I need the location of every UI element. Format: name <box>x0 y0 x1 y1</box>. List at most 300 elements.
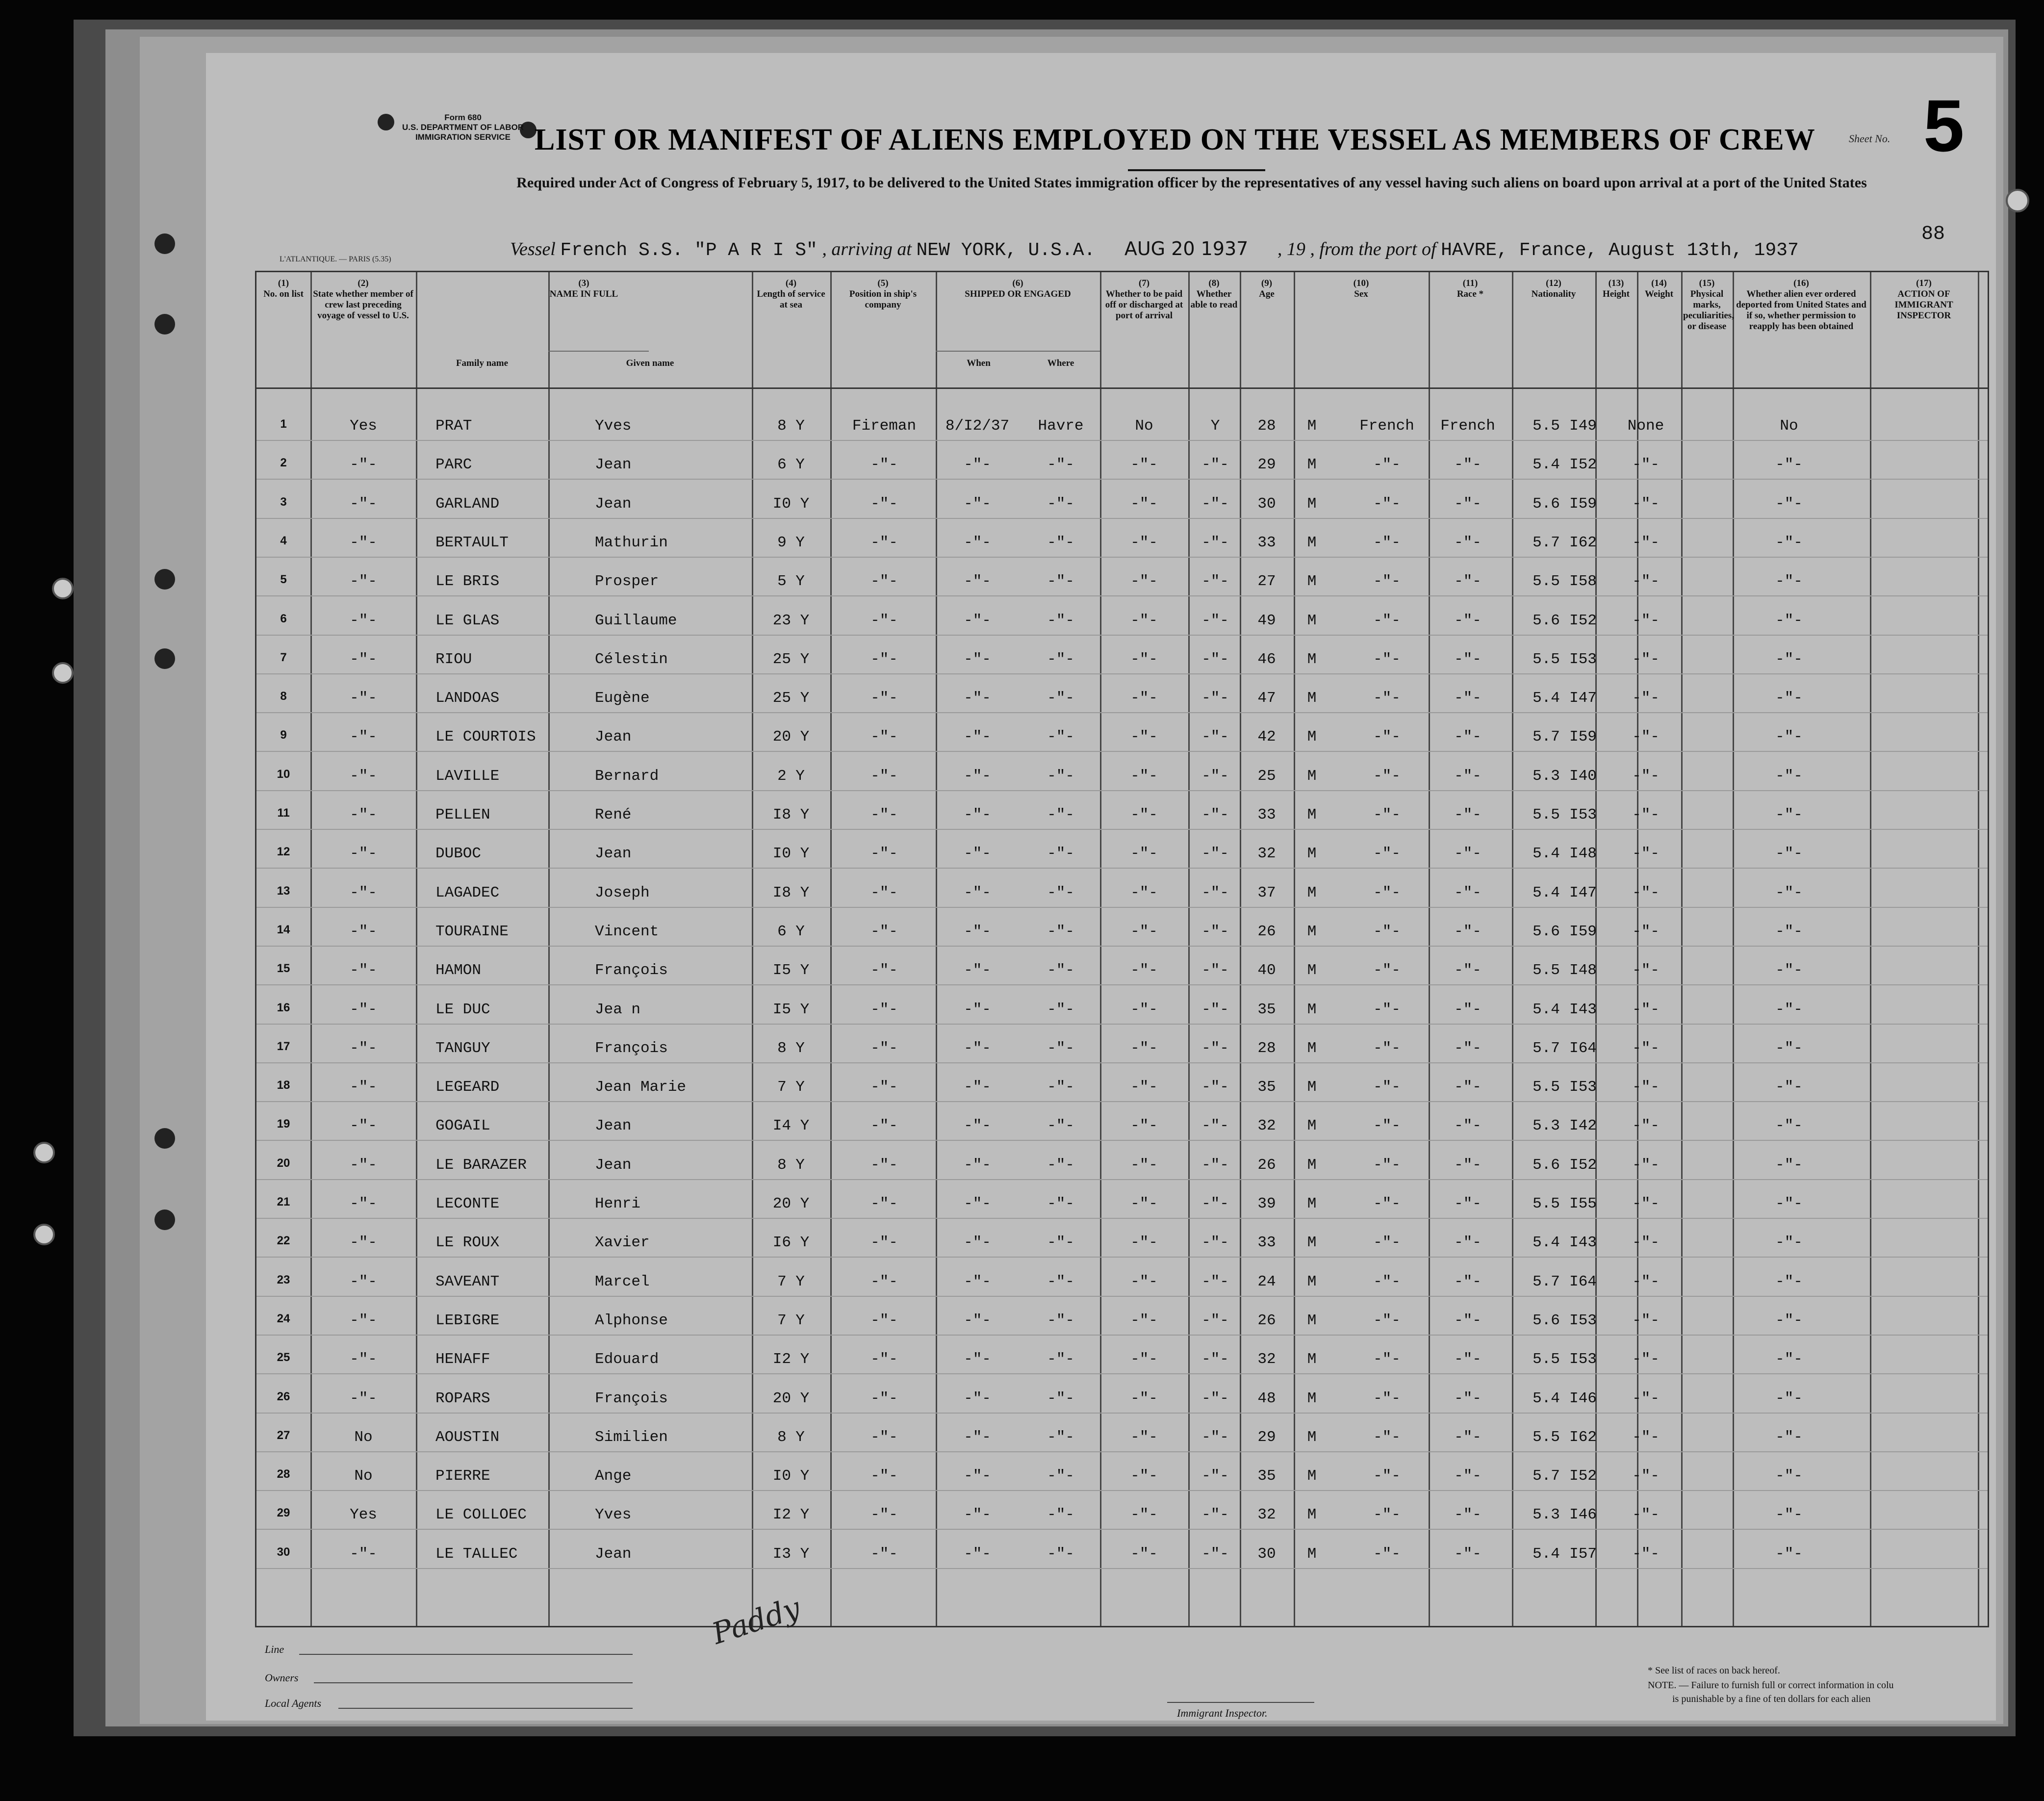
row-cell: -"- <box>870 573 898 591</box>
row-cell: -"- <box>964 573 991 591</box>
row-cell: -"- <box>870 1389 898 1407</box>
row-cell: -"- <box>1130 690 1158 707</box>
row-cell: 35 <box>1257 1001 1276 1018</box>
row-cell: -"- <box>350 534 377 551</box>
arrival-port: NEW YORK, U.S.A. <box>916 240 1096 261</box>
row-cell: -"- <box>1130 1234 1158 1252</box>
row-cell: -"- <box>1047 845 1074 863</box>
row-cell: -"- <box>1201 923 1229 940</box>
column-header <box>754 278 828 310</box>
column-header <box>938 278 1098 300</box>
row-cell: 18 <box>277 1079 290 1092</box>
row-cell: -"- <box>1047 1351 1074 1368</box>
row-cell: M <box>1307 417 1317 435</box>
column-header <box>1190 278 1238 310</box>
punch-hole <box>52 662 74 684</box>
row-cell: -"- <box>350 1117 377 1135</box>
row-cell: GOGAIL <box>435 1117 490 1135</box>
column-rule <box>548 272 550 1626</box>
row-cell: -"- <box>1130 1273 1158 1290</box>
row-cell: 40 <box>1257 962 1276 979</box>
row-cell: -"- <box>1632 1428 1660 1446</box>
row-cell: -"- <box>350 1079 377 1096</box>
row-cell: -"- <box>870 1079 898 1096</box>
row-cell: 6 <box>280 612 287 625</box>
row-cell: Bernard <box>595 767 659 785</box>
row-cell: -"- <box>1047 923 1074 940</box>
row-cell: -"- <box>1047 806 1074 823</box>
row-cell: -"- <box>1130 923 1158 940</box>
row-cell: -"- <box>1775 1351 1803 1368</box>
row-cell: 5.4 <box>1533 1389 1560 1407</box>
row-cell: -"- <box>1454 884 1482 901</box>
row-rule <box>256 479 1988 480</box>
row-cell: -"- <box>1454 1079 1482 1096</box>
row-cell: 5.5 <box>1533 1428 1560 1446</box>
row-cell: -"- <box>964 845 991 863</box>
row-cell: -"- <box>1775 495 1803 513</box>
row-cell: I52 <box>1569 612 1597 629</box>
row-cell: -"- <box>1454 1273 1482 1290</box>
inspector-label: Immigrant Inspector. <box>1177 1707 1268 1719</box>
row-cell: -"- <box>1130 962 1158 979</box>
row-cell: 5.4 <box>1533 1545 1560 1563</box>
row-cell: -"- <box>964 495 991 513</box>
row-cell: -"- <box>350 884 377 901</box>
row-cell: 11 <box>277 806 290 820</box>
row-cell: M <box>1307 650 1317 668</box>
row-cell: -"- <box>1454 612 1482 629</box>
row-cell: -"- <box>1632 534 1660 551</box>
row-cell: -"- <box>1373 1001 1401 1018</box>
row-cell: 30 <box>1257 495 1276 513</box>
row-cell: -"- <box>870 1195 898 1212</box>
row-cell: Xavier <box>595 1234 650 1252</box>
row-cell: -"- <box>1632 962 1660 979</box>
row-cell: SAVEANT <box>435 1273 500 1290</box>
row-cell: LE COURTOIS <box>435 728 536 746</box>
row-cell: -"- <box>1047 650 1074 668</box>
row-cell: 22 <box>277 1234 290 1248</box>
row-rule <box>256 1062 1988 1063</box>
row-cell: -"- <box>1454 534 1482 551</box>
row-cell: 29 <box>277 1506 290 1520</box>
column-label: Physical marks, peculiarities, or disease <box>1683 289 1734 332</box>
row-cell: LE TALLEC <box>435 1545 518 1563</box>
row-cell: -"- <box>870 1234 898 1252</box>
row-cell: I62 <box>1569 1428 1597 1446</box>
row-cell: -"- <box>1047 1156 1074 1174</box>
row-cell: 26 <box>277 1389 290 1403</box>
row-cell: -"- <box>964 962 991 979</box>
row-rule <box>256 1296 1988 1297</box>
row-cell: -"- <box>350 1312 377 1329</box>
row-cell: -"- <box>1047 1389 1074 1407</box>
row-cell: 5.3 <box>1533 1506 1560 1524</box>
row-cell: -"- <box>870 1001 898 1018</box>
row-cell: -"- <box>1632 456 1660 474</box>
row-cell: M <box>1307 495 1317 513</box>
row-rule <box>256 946 1988 947</box>
row-cell: 13 <box>277 884 290 898</box>
column-number: (5) <box>877 278 889 288</box>
row-cell: 5.5 <box>1533 806 1560 823</box>
column-rule <box>1681 272 1683 1626</box>
row-cell: -"- <box>1130 1351 1158 1368</box>
column-header <box>832 278 934 310</box>
inspector-signature-line <box>1167 1702 1314 1703</box>
row-cell: 24 <box>277 1312 290 1325</box>
row-cell: -"- <box>964 1001 991 1018</box>
row-cell: -"- <box>870 495 898 513</box>
row-cell: M <box>1307 845 1317 863</box>
column-number: (3) <box>578 278 589 288</box>
row-cell: -"- <box>1047 690 1074 707</box>
row-cell: -"- <box>1047 1312 1074 1329</box>
row-cell: 30 <box>277 1545 290 1559</box>
row-cell: 33 <box>1257 1234 1276 1252</box>
name-subrule <box>548 351 649 352</box>
row-cell: 1 <box>280 417 287 431</box>
column-header <box>1597 278 1635 300</box>
row-cell: -"- <box>1632 1506 1660 1524</box>
row-cell: -"- <box>350 1273 377 1290</box>
row-cell: Jean Marie <box>595 1079 687 1096</box>
row-cell: -"- <box>870 534 898 551</box>
row-cell: -"- <box>1775 456 1803 474</box>
row-cell: -"- <box>870 1156 898 1174</box>
column-number: (7) <box>1138 278 1150 288</box>
row-cell: 12 <box>277 845 290 859</box>
row-cell: -"- <box>1201 1312 1229 1329</box>
column-header <box>1242 278 1292 300</box>
row-cell: 25 <box>1257 767 1276 785</box>
row-cell: -"- <box>1775 923 1803 940</box>
row-cell: Similien <box>595 1428 668 1446</box>
row-cell: -"- <box>350 1545 377 1563</box>
row-cell: -"- <box>1775 1273 1803 1290</box>
row-rule <box>256 907 1988 908</box>
row-cell: M <box>1307 456 1317 474</box>
row-cell: 28 <box>1257 1039 1276 1057</box>
row-cell: -"- <box>350 728 377 746</box>
row-cell: -"- <box>1130 884 1158 901</box>
row-cell: -"- <box>1775 845 1803 863</box>
row-cell: 5.3 <box>1533 767 1560 785</box>
column-rule <box>752 272 753 1626</box>
row-cell: 26 <box>1257 923 1276 940</box>
row-cell: AOUSTIN <box>435 1428 500 1446</box>
row-cell: -"- <box>1130 456 1158 474</box>
row-cell: -"- <box>1130 573 1158 591</box>
row-cell: -"- <box>1201 1001 1229 1018</box>
row-cell: François <box>595 962 668 979</box>
row-cell: -"- <box>1373 806 1401 823</box>
row-cell: -"- <box>1454 1117 1482 1135</box>
row-cell: -"- <box>870 1467 898 1485</box>
row-cell: M <box>1307 806 1317 823</box>
row-cell: BERTAULT <box>435 534 509 551</box>
row-cell: -"- <box>1201 456 1229 474</box>
row-rule <box>256 1568 1988 1569</box>
column-header <box>1296 278 1427 300</box>
row-cell: -"- <box>1201 1467 1229 1485</box>
row-cell: LE DUC <box>435 1001 490 1018</box>
column-rule <box>1188 272 1190 1626</box>
row-cell: -"- <box>350 1351 377 1368</box>
row-cell: HENAFF <box>435 1351 490 1368</box>
row-cell: 5.4 <box>1533 884 1560 901</box>
row-cell: 5.6 <box>1533 612 1560 629</box>
row-cell: I8 Y <box>772 884 810 901</box>
row-cell: I52 <box>1569 1467 1597 1485</box>
row-cell: -"- <box>1130 1079 1158 1096</box>
column-header <box>418 278 750 300</box>
row-cell: French <box>1440 417 1495 435</box>
row-rule <box>256 1101 1988 1102</box>
row-cell: M <box>1307 1312 1317 1329</box>
column-label: Age <box>1259 289 1275 299</box>
shipped-subrule <box>936 351 1100 352</box>
row-cell: I58 <box>1569 573 1597 591</box>
row-cell: -"- <box>964 1039 991 1057</box>
row-cell: -"- <box>964 923 991 940</box>
page-number: 88 <box>1921 223 1945 245</box>
row-cell: -"- <box>1632 1079 1660 1096</box>
row-cell: TANGUY <box>435 1039 490 1057</box>
row-cell: -"- <box>1373 495 1401 513</box>
row-cell: -"- <box>1775 1428 1803 1446</box>
row-rule <box>256 1218 1988 1219</box>
row-cell: -"- <box>1454 1312 1482 1329</box>
row-cell: 25 <box>277 1351 290 1364</box>
row-cell: 32 <box>1257 1351 1276 1368</box>
row-cell: -"- <box>1130 1001 1158 1018</box>
row-cell: 47 <box>1257 690 1276 707</box>
row-cell: -"- <box>1454 650 1482 668</box>
row-cell: 5.5 <box>1533 1079 1560 1096</box>
column-number: (15) <box>1699 278 1715 288</box>
row-cell: -"- <box>1047 884 1074 901</box>
column-header <box>312 278 414 321</box>
row-cell: -"- <box>1201 767 1229 785</box>
row-rule <box>256 518 1988 519</box>
row-rule <box>256 1140 1988 1141</box>
row-cell: -"- <box>1454 923 1482 940</box>
row-cell: -"- <box>870 845 898 863</box>
column-rule <box>310 272 312 1626</box>
agents-label: Local Agents <box>265 1697 322 1709</box>
row-cell: 5.6 <box>1533 1312 1560 1329</box>
row-cell: -"- <box>350 495 377 513</box>
row-cell: -"- <box>1201 884 1229 901</box>
row-cell: -"- <box>1632 1545 1660 1563</box>
row-cell: 5.5 <box>1533 962 1560 979</box>
row-cell: LE BARAZER <box>435 1156 527 1174</box>
column-number: (13) <box>1608 278 1624 288</box>
row-cell: 5.5 <box>1533 417 1560 435</box>
row-cell: -"- <box>1047 1273 1074 1290</box>
punch-hole <box>154 233 175 254</box>
row-cell: René <box>595 806 632 823</box>
row-cell: -"- <box>1775 962 1803 979</box>
row-cell: -"- <box>870 767 898 785</box>
row-cell: 5.7 <box>1533 1273 1560 1290</box>
column-label: Weight <box>1644 289 1674 299</box>
punch-hole <box>154 1128 175 1149</box>
row-cell: Jean <box>595 1156 632 1174</box>
row-cell: -"- <box>1201 534 1229 551</box>
row-rule <box>256 1490 1988 1491</box>
row-cell: -"- <box>1373 1351 1401 1368</box>
row-cell: I46 <box>1569 1506 1597 1524</box>
row-cell: 35 <box>1257 1467 1276 1485</box>
row-cell: 28 <box>1257 417 1276 435</box>
row-cell: 9 Y <box>777 534 805 551</box>
row-cell: M <box>1307 1545 1317 1563</box>
row-cell: -"- <box>1201 728 1229 746</box>
row-cell: 35 <box>1257 1079 1276 1096</box>
row-cell: M <box>1307 1117 1317 1135</box>
row-cell: -"- <box>1201 806 1229 823</box>
fine-note-cont: is punishable by a fine of ten dollars for each alien <box>1672 1694 1871 1704</box>
row-cell: -"- <box>964 728 991 746</box>
row-cell: M <box>1307 1039 1317 1057</box>
row-rule <box>256 829 1988 830</box>
row-cell: -"- <box>1130 845 1158 863</box>
row-cell: -"- <box>1454 1195 1482 1212</box>
row-cell: -"- <box>1454 1467 1482 1485</box>
row-cell: -"- <box>964 1273 991 1290</box>
row-cell: -"- <box>1201 1506 1229 1524</box>
column-label: Sex <box>1354 289 1368 299</box>
row-cell: -"- <box>1373 690 1401 707</box>
row-cell: -"- <box>1201 1428 1229 1446</box>
row-cell: -"- <box>1201 690 1229 707</box>
row-cell: -"- <box>964 1312 991 1329</box>
row-rule <box>256 1451 1988 1452</box>
row-cell: Jean <box>595 1117 632 1135</box>
row-cell: 7 Y <box>777 1273 805 1290</box>
column-rule <box>1733 272 1734 1626</box>
row-cell: 19 <box>277 1117 290 1131</box>
punch-hole <box>33 1142 55 1163</box>
row-cell: 8 Y <box>777 1156 805 1174</box>
row-cell: -"- <box>1047 728 1074 746</box>
row-cell: -"- <box>964 612 991 629</box>
row-cell: -"- <box>1373 767 1401 785</box>
row-cell: I49 <box>1569 417 1597 435</box>
row-cell: I0 Y <box>772 495 810 513</box>
row-cell: French <box>1359 417 1414 435</box>
column-header <box>258 278 308 300</box>
row-cell: -"- <box>1130 767 1158 785</box>
form-id <box>402 113 524 142</box>
row-cell: M <box>1307 1079 1317 1096</box>
row-cell: -"- <box>1632 1234 1660 1252</box>
sheet-label: Sheet No. <box>1849 132 1891 145</box>
column-header <box>1639 278 1679 300</box>
row-cell: 46 <box>1257 650 1276 668</box>
row-cell: -"- <box>870 612 898 629</box>
column-label: ACTION OF IMMIGRANT INSPECTOR <box>1894 289 1953 321</box>
row-cell: -"- <box>1454 962 1482 979</box>
row-cell: Jean <box>595 728 632 746</box>
column-rule <box>1870 272 1871 1626</box>
row-cell: -"- <box>1632 1389 1660 1407</box>
row-rule <box>256 790 1988 791</box>
row-cell: I57 <box>1569 1545 1597 1563</box>
row-cell: I0 Y <box>772 845 810 863</box>
row-cell: -"- <box>1454 495 1482 513</box>
row-cell: LE COLLOEC <box>435 1506 527 1524</box>
service-name: IMMIGRATION SERVICE <box>415 132 511 142</box>
subtitle: Required under Act of Congress of February 5, 1917, to be delivered to the United States immigration officer by the representatives of any vessel having such aliens on board upon arrival at a port of the United States <box>516 175 1867 191</box>
row-cell: -"- <box>1454 1428 1482 1446</box>
column-subheader: When <box>967 358 991 368</box>
row-cell: -"- <box>1454 806 1482 823</box>
row-cell: -"- <box>1775 1117 1803 1135</box>
row-cell: -"- <box>1201 1351 1229 1368</box>
row-cell: -"- <box>1775 728 1803 746</box>
column-rule <box>416 272 417 1626</box>
column-subheader: Given name <box>626 358 674 368</box>
row-cell: I59 <box>1569 728 1597 746</box>
row-cell: I59 <box>1569 495 1597 513</box>
row-cell: -"- <box>1047 1079 1074 1096</box>
row-cell: 15 <box>277 962 290 976</box>
vessel-name: French S.S. "P A R I S" <box>560 240 818 261</box>
row-cell: LEBIGRE <box>435 1312 500 1329</box>
column-number: (10) <box>1353 278 1369 288</box>
row-cell: I53 <box>1569 1079 1597 1096</box>
column-rule <box>1429 272 1430 1626</box>
punch-hole <box>52 578 74 599</box>
row-cell: -"- <box>1201 845 1229 863</box>
row-cell: -"- <box>1047 612 1074 629</box>
row-cell: -"- <box>1373 923 1401 940</box>
column-subheader: Where <box>1047 358 1074 368</box>
row-cell: -"- <box>964 767 991 785</box>
row-cell: -"- <box>350 923 377 940</box>
row-cell: 5.6 <box>1533 495 1560 513</box>
row-cell: No <box>354 1428 373 1446</box>
row-cell: 8/I2/37 <box>945 417 1010 435</box>
row-cell: TOURAINE <box>435 923 509 940</box>
row-cell: Yves <box>595 1506 632 1524</box>
row-cell: -"- <box>1373 1506 1401 1524</box>
row-cell: -"- <box>964 690 991 707</box>
column-header <box>1102 278 1186 321</box>
row-rule <box>256 440 1988 441</box>
row-cell: I55 <box>1569 1195 1597 1212</box>
row-cell: 25 Y <box>772 650 810 668</box>
row-cell: -"- <box>1775 884 1803 901</box>
row-cell: I48 <box>1569 962 1597 979</box>
row-cell: 20 Y <box>772 1195 810 1212</box>
row-rule <box>256 673 1988 674</box>
row-cell: -"- <box>1130 650 1158 668</box>
row-cell: François <box>595 1039 668 1057</box>
row-cell: Edouard <box>595 1351 659 1368</box>
row-cell: 8 <box>280 690 287 703</box>
punch-hole <box>154 648 175 669</box>
row-rule <box>256 595 1988 596</box>
row-cell: 23 Y <box>772 612 810 629</box>
row-cell: -"- <box>1130 1389 1158 1407</box>
row-cell: -"- <box>1373 962 1401 979</box>
row-cell: M <box>1307 1506 1317 1524</box>
